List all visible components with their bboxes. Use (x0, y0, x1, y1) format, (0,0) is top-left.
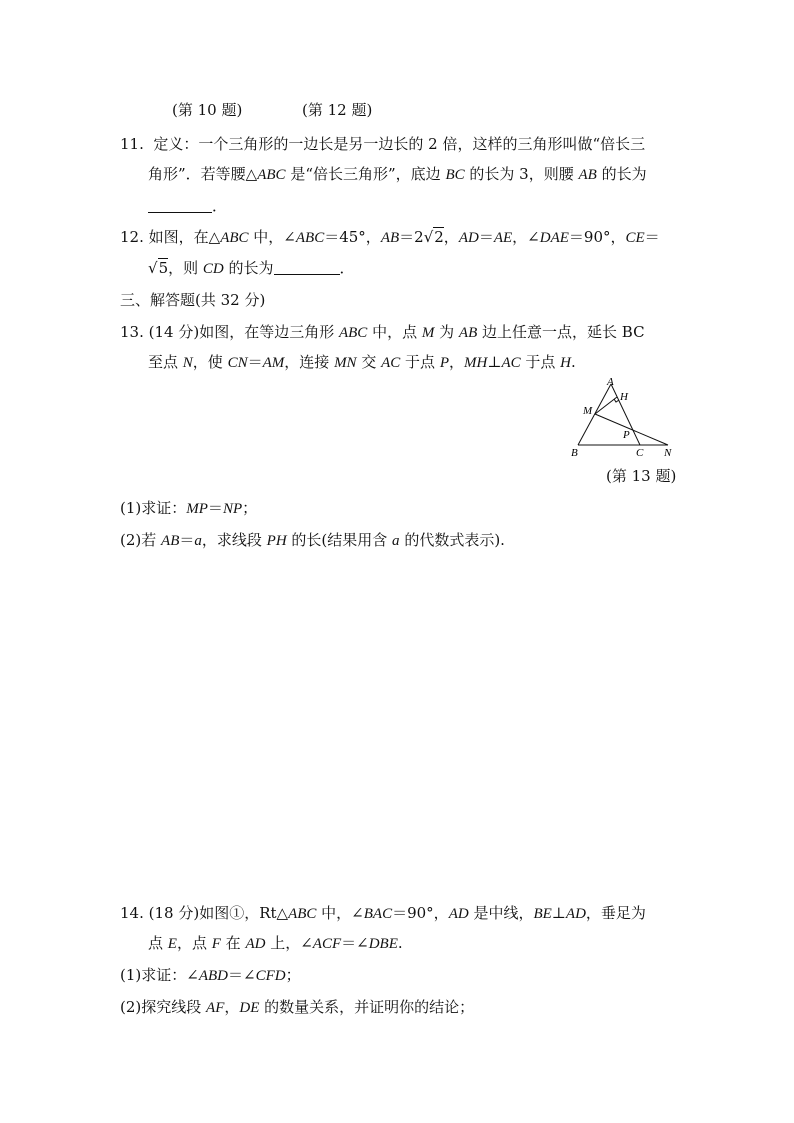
figure-13 (568, 376, 678, 460)
label-c: C (636, 447, 644, 459)
sqrt-5: √5 (148, 259, 169, 277)
question-number: 13. (120, 323, 144, 341)
segment-mh (595, 397, 617, 414)
label-h: H (620, 391, 628, 403)
section-heading: 三、解答题(共 32 分) (120, 291, 266, 309)
fig12-caption: (第 12 题) (302, 101, 373, 119)
fig13-caption: (第 13 题) (606, 467, 677, 485)
question-number: 12. (120, 228, 144, 246)
sqrt-2: √2 (423, 228, 444, 246)
label-p: P (623, 429, 630, 441)
label-m: M (583, 405, 593, 417)
question-number: 11. (120, 135, 144, 153)
answer-blank[interactable] (148, 198, 212, 213)
fig10-caption: (第 10 题) (172, 101, 243, 119)
sub-question-1: (1)求证：MP＝NP； (120, 499, 258, 517)
label-b: B (571, 447, 578, 459)
label-a: A (607, 376, 614, 388)
label-n: N (664, 447, 672, 459)
segment-mn (595, 414, 668, 445)
sub-question-2: (2)若 AB＝a，求线段 PH 的长(结果用含 a 的代数式表示). (120, 531, 505, 549)
question-number: 14. (120, 904, 144, 922)
sub-question-2: (2)探究线段 AF，DE 的数量关系，并证明你的结论； (120, 998, 475, 1016)
answer-blank[interactable] (274, 260, 340, 275)
sub-question-1: (1)求证：∠ABD＝∠CFD； (120, 966, 301, 984)
